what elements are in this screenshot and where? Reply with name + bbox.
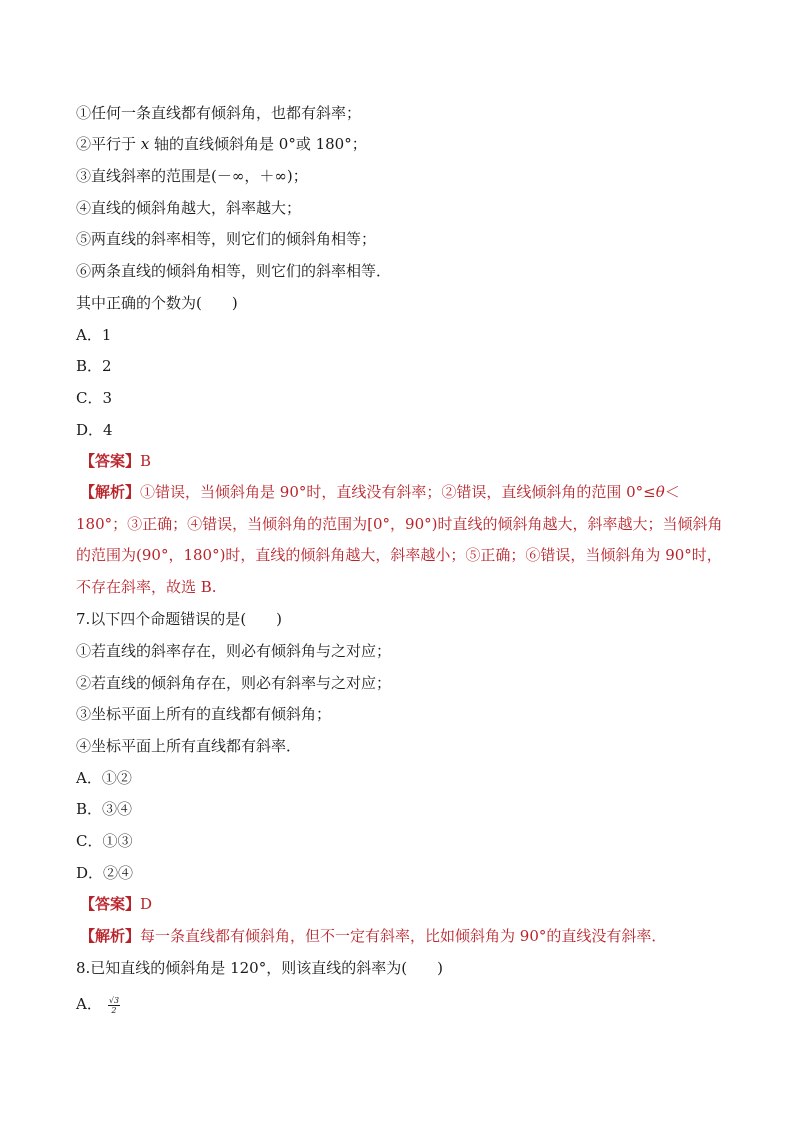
q6-answer bbox=[76, 451, 726, 471]
q6-statement-2-suffix: 轴的直线倾斜角是 0°或 180°； bbox=[149, 135, 367, 153]
q6-statement-2 bbox=[76, 134, 726, 154]
q6-statement-1: ①任何一条直线都有倾斜角，也都有斜率； bbox=[76, 104, 362, 122]
q6-statement-5: ⑤两直线的斜率相等，则它们的倾斜角相等； bbox=[76, 230, 377, 248]
q7-analysis-text: 每一条直线都有倾斜角，但不一定有斜率，比如倾斜角为 90°的直线没有斜率． bbox=[140, 927, 667, 945]
q8-option-a-denominator: 2 bbox=[111, 1005, 117, 1015]
q6-statement-3: ③直线斜率的范围是(－∞，＋∞)； bbox=[76, 167, 308, 185]
q7-analysis-label: 【解析】 bbox=[80, 927, 141, 945]
q7-option-c: C．①③ bbox=[76, 832, 133, 850]
q6-option-a: A．1 bbox=[76, 326, 112, 344]
q7-statement-2: ②若直线的倾斜角存在，则必有斜率与之对应； bbox=[76, 674, 392, 692]
q6-answer-label: 【答案】 bbox=[80, 452, 141, 470]
q8-option-a bbox=[76, 994, 726, 1015]
q6-question: 其中正确的个数为( ) bbox=[76, 294, 238, 312]
q7-analysis bbox=[76, 926, 726, 946]
q6-statement-2-variable: x bbox=[140, 135, 150, 153]
q6-answer-value: B bbox=[140, 452, 152, 470]
q6-statement-2-prefix: ②平行于 bbox=[76, 135, 141, 153]
q7-option-a: A．①② bbox=[76, 769, 132, 787]
q7-statement-4: ④坐标平面上所有直线都有斜率． bbox=[76, 737, 302, 755]
q8-option-a-fraction bbox=[108, 996, 120, 1015]
q6-option-b: B．2 bbox=[76, 357, 112, 375]
q7-option-d: D．②④ bbox=[76, 864, 134, 882]
q8-option-a-label: A． bbox=[76, 995, 102, 1013]
q7-statement-1: ①若直线的斜率存在，则必有倾斜角与之对应； bbox=[76, 642, 392, 660]
q6-statement-4: ④直线的倾斜角越大，斜率越大； bbox=[76, 199, 302, 217]
q6-option-d: D．4 bbox=[76, 421, 113, 439]
q6-analysis-text-1: ①错误，当倾斜角是 90°时，直线没有斜率；②错误，直线倾斜角的范围 0°≤ bbox=[140, 483, 656, 501]
q7-statement-3: ③坐标平面上所有的直线都有倾斜角； bbox=[76, 705, 332, 723]
q6-analysis-theta: θ bbox=[655, 483, 665, 501]
q6-option-c: C．3 bbox=[76, 389, 113, 407]
q8-option-a-numerator: √3 bbox=[108, 995, 120, 1005]
q6-statement-6: ⑥两条直线的倾斜角相等，则它们的斜率相等． bbox=[76, 262, 392, 280]
q7-answer bbox=[76, 894, 726, 914]
q7-answer-label: 【答案】 bbox=[80, 895, 141, 913]
q6-analysis bbox=[76, 477, 726, 604]
q7-answer-value: D bbox=[140, 895, 153, 913]
q7-option-b: B．③④ bbox=[76, 800, 133, 818]
q6-analysis-label: 【解析】 bbox=[80, 483, 141, 501]
q6-analysis-text-2: ＜180°；③正确；④错误，当倾斜角的范围为[0°，90°)时直线的倾斜角越大，斜率越大；当倾斜角的范围为(90°，180°)时，直线的倾斜角越大，斜率越小；⑤正确；⑥错误，当倾斜角为 90°时，不存在斜率，故选 B. bbox=[76, 483, 723, 597]
q8-title: 8.已知直线的倾斜角是 120°，则该直线的斜率为( ) bbox=[76, 959, 443, 977]
q7-title: 7.以下四个命题错误的是( ) bbox=[76, 610, 283, 628]
